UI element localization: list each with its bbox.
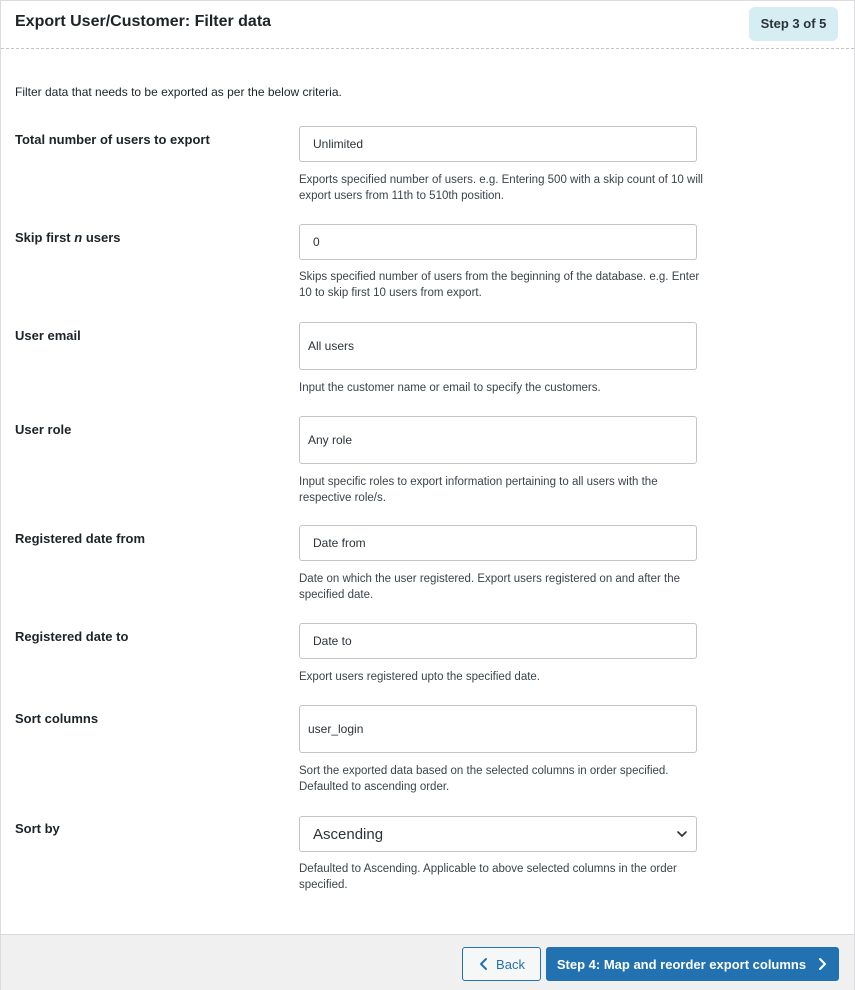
- offset-label-suffix: users: [82, 230, 121, 245]
- email-help: Input the customer name or email to specify the customers.: [299, 382, 601, 394]
- date-to-input[interactable]: [313, 634, 696, 648]
- intro-text: Filter data that needs to be exported as per the below criteria.: [15, 85, 342, 99]
- chevron-down-icon: [676, 828, 688, 840]
- offset-label-prefix: Skip first: [15, 230, 75, 245]
- role-input[interactable]: [308, 433, 696, 447]
- offset-label: [15, 230, 121, 245]
- limit-input-wrapper: [299, 126, 697, 162]
- date-from-input-wrapper: [299, 525, 697, 561]
- sort-by-selected-value: Ascending: [313, 825, 384, 843]
- date-to-help: Export users registered upto the specified date.: [299, 671, 541, 683]
- sort-columns-help: Sort the exported data based on the selected columns in order specified. Defaulted to ascending order.: [299, 765, 669, 793]
- back-button[interactable]: [462, 947, 541, 981]
- email-input-wrapper: [299, 322, 697, 370]
- sort-columns-label: Sort columns: [15, 711, 99, 726]
- limit-input[interactable]: [313, 137, 696, 151]
- step-badge: Step 3 of 5: [749, 7, 838, 41]
- offset-label-italic: n: [74, 230, 83, 245]
- email-input[interactable]: [308, 339, 696, 353]
- next-step-button-label: Step 4: Map and reorder export columns: [556, 956, 807, 972]
- chevron-left-icon: [478, 957, 490, 971]
- date-from-help: Date on which the user registered. Export users registered on and after the specified date.: [299, 573, 680, 601]
- email-label: User email: [15, 328, 81, 343]
- page-title: Export User/Customer: Filter data: [15, 13, 272, 30]
- next-step-button[interactable]: [546, 947, 839, 981]
- sort-by-label: Sort by: [15, 821, 60, 836]
- sort-columns-input[interactable]: [308, 722, 696, 736]
- sort-columns-input-wrapper: [299, 705, 697, 753]
- date-to-label: Registered date to: [15, 629, 129, 644]
- offset-input[interactable]: [313, 235, 696, 249]
- panel-header: [1, 1, 854, 49]
- date-from-label: Registered date from: [15, 531, 146, 546]
- sort-by-help: Defaulted to Ascending. Applicable to above selected columns in the order specified.: [299, 863, 677, 891]
- panel-footer: [1, 934, 854, 990]
- chevron-right-icon: [816, 957, 828, 971]
- offset-help: Skips specified number of users from the beginning of the database. e.g. Enter 10 to skip first 10 users from export.: [299, 271, 700, 299]
- limit-help: Exports specified number of users. e.g. Entering 500 with a skip count of 10 will export users from 11th to 510th position.: [299, 174, 703, 202]
- date-to-input-wrapper: [299, 623, 697, 659]
- offset-input-wrapper: [299, 224, 697, 260]
- sort-by-select[interactable]: [299, 816, 697, 852]
- limit-label: Total number of users to export: [15, 132, 210, 147]
- role-input-wrapper: [299, 416, 697, 464]
- back-button-label: Back: [496, 956, 525, 972]
- role-help: Input specific roles to export information pertaining to all users with the respective role/s.: [299, 476, 658, 504]
- role-label: User role: [15, 422, 72, 437]
- date-from-input[interactable]: [313, 536, 696, 550]
